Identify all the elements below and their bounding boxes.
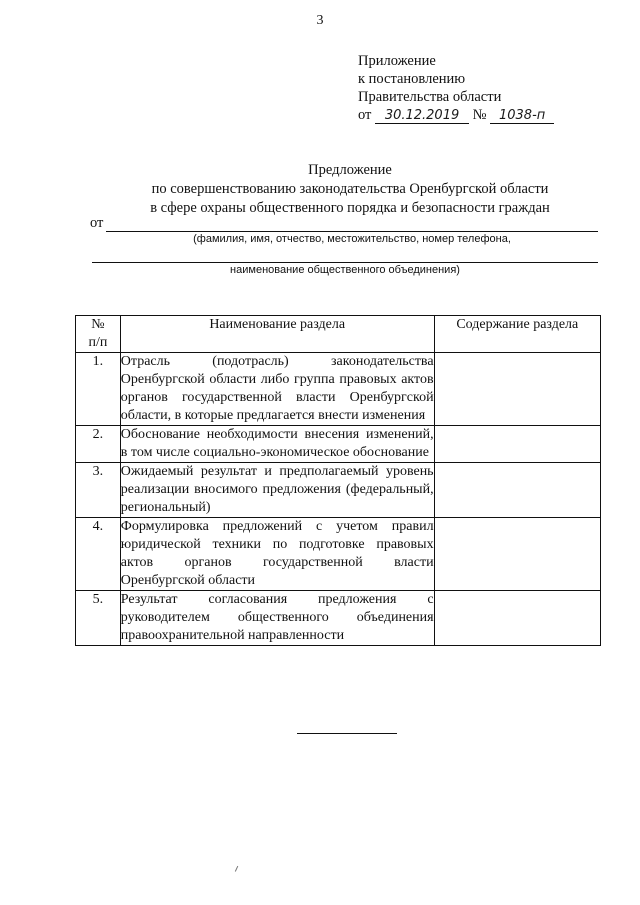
table-row: [76, 463, 601, 518]
row-content-cell[interactable]: [434, 463, 600, 518]
annex-from-prefix: от: [358, 107, 372, 123]
header-name: Наименование раздела: [120, 316, 434, 353]
table-row: [76, 353, 601, 426]
row-number: 1.: [76, 353, 121, 426]
row-content-cell[interactable]: [434, 353, 600, 426]
table-row: [76, 426, 601, 463]
row-name: Отрасль (подотрасль) законодательства Оренбургской области либо группа правовых актов органов государственной власти Оренбургской области, в которые предлагается внести изменения: [120, 353, 434, 426]
header-num-line-1: №: [91, 317, 105, 332]
row-number: 2.: [76, 426, 121, 463]
row-content-cell[interactable]: [434, 518, 600, 591]
from-label: от: [90, 215, 104, 231]
annex-date-handwritten: 30.12.2019: [375, 108, 469, 124]
header-content: Содержание раздела: [434, 316, 600, 353]
annex-line-3: Правительства области: [358, 89, 502, 105]
annex-line-1: Приложение: [358, 53, 436, 69]
end-separator-line: [297, 733, 397, 734]
title-line-2: по совершенствованию законодательства Оренбургской области: [151, 181, 549, 197]
title-line-3: в сфере охраны общественного порядка и безопасности граждан: [150, 200, 550, 216]
from-hint-1: (фамилия, имя, отчество, местожительство, номер телефона,: [193, 233, 511, 245]
annex-block: [358, 52, 554, 124]
row-content-cell[interactable]: [434, 591, 600, 646]
title-line-1: Предложение: [308, 162, 392, 178]
document-title: [60, 161, 640, 218]
header-num: [76, 316, 121, 353]
row-name: Формулировка предложений с учетом правил юридической техники по подготовке правовых актов органов государственной власти Оренбургской области: [120, 518, 434, 591]
row-content-cell[interactable]: [434, 426, 600, 463]
scan-mark: [235, 866, 239, 872]
proposal-table: [75, 315, 601, 646]
annex-number-prefix: №: [472, 107, 487, 123]
table-row: [76, 591, 601, 646]
row-number: 4.: [76, 518, 121, 591]
from-fill-line-2: [92, 262, 598, 263]
page-number: 3: [316, 13, 324, 28]
annex-number-handwritten: 1038-п: [490, 108, 554, 124]
from-hint-2: наименование общественного объединения): [230, 264, 460, 276]
row-number: 3.: [76, 463, 121, 518]
row-number: 5.: [76, 591, 121, 646]
from-fill-line-1: [106, 231, 598, 232]
table-header-row: [76, 316, 601, 353]
row-name: Ожидаемый результат и предполагаемый уровень реализации вносимого предложения (федеральный, региональный): [120, 463, 434, 518]
table-row: [76, 518, 601, 591]
annex-date-line: [358, 106, 554, 124]
header-num-line-2: п/п: [88, 335, 108, 350]
annex-line-2: к постановлению: [358, 71, 466, 87]
row-name: Результат согласования предложения с руководителем общественного объединения правоохранительной направленности: [120, 591, 434, 646]
row-name: Обоснование необходимости внесения изменений, в том числе социально-экономическое обоснование: [120, 426, 434, 463]
